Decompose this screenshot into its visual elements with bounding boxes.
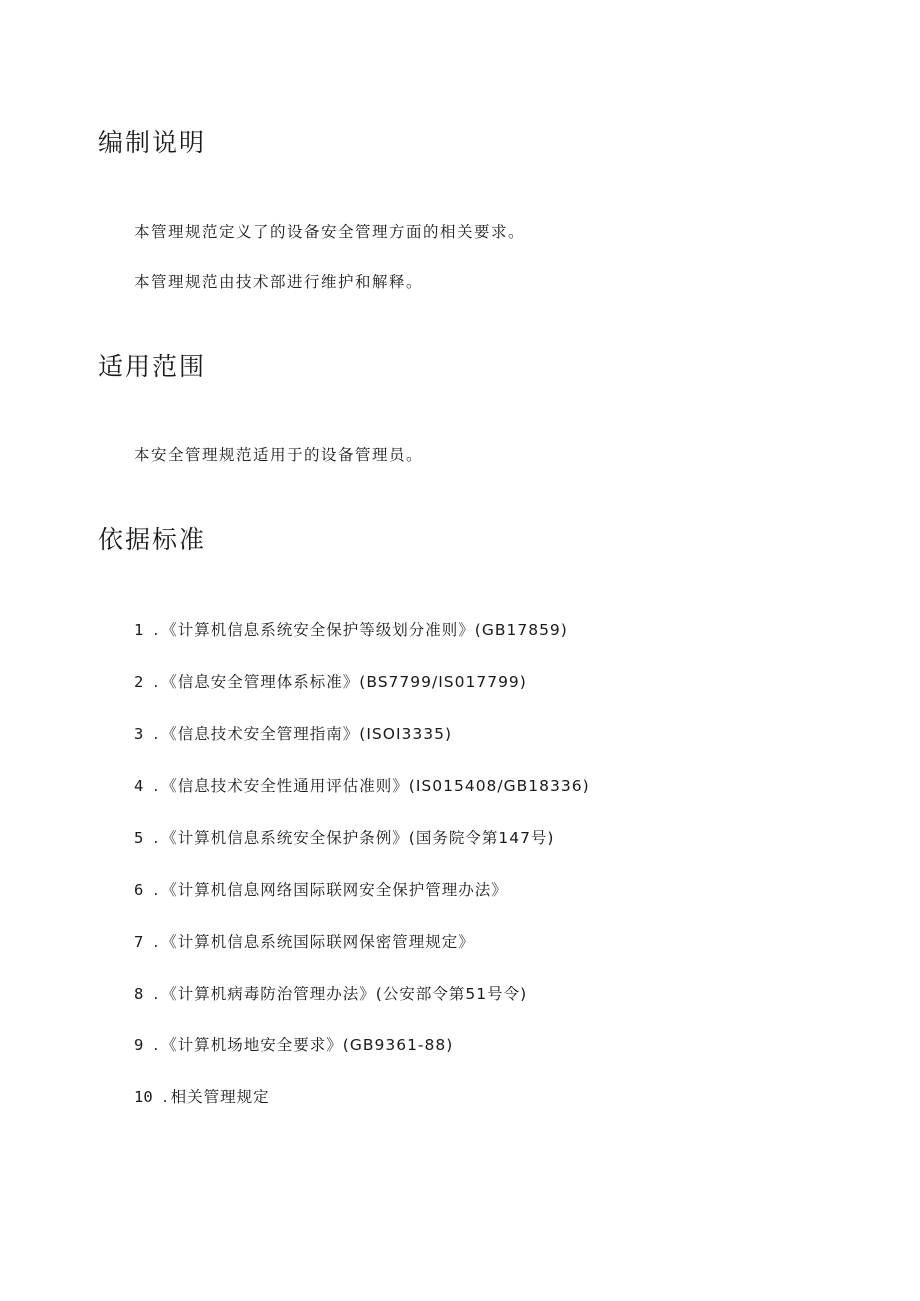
standard-title: 《计算机场地安全要求》 <box>161 1036 343 1054</box>
scope-paragraph-1: 本安全管理规范适用于的设备管理员。 <box>134 446 424 464</box>
standard-list-item <box>134 1035 453 1055</box>
standard-list-item <box>134 984 527 1004</box>
standard-title: 《计算机信息网络国际联网安全保护管理办法》 <box>161 881 508 899</box>
list-number: 8 <box>134 985 144 1003</box>
standard-list-item <box>134 828 554 848</box>
list-dot: . <box>153 829 160 847</box>
standard-title: 相关管理规定 <box>170 1088 270 1106</box>
standard-title: 《计算机信息系统安全保护等级划分准则》 <box>161 621 475 639</box>
list-dot: . <box>162 1088 169 1106</box>
list-number: 1 <box>134 621 144 639</box>
list-number: 4 <box>134 777 144 795</box>
list-dot: . <box>153 881 160 899</box>
list-dot: . <box>153 673 160 691</box>
heading-scope: 适用范围 <box>98 352 207 381</box>
list-number: 7 <box>134 933 144 951</box>
heading-basis-standards: 依据标准 <box>98 525 207 554</box>
standard-code: (GB9361-88) <box>342 1036 454 1054</box>
list-dot: . <box>153 725 160 743</box>
standard-code: (公安部令第51号令) <box>375 985 528 1003</box>
heading-compile-notes: 编制说明 <box>98 128 207 157</box>
standard-code: (GB17859) <box>474 621 568 639</box>
list-dot: . <box>153 933 160 951</box>
standard-list-item <box>134 672 527 692</box>
standard-title: 《信息技术安全管理指南》 <box>161 725 360 743</box>
list-number: 6 <box>134 881 144 899</box>
standard-title: 《信息安全管理体系标准》 <box>161 673 360 691</box>
standard-list-item <box>134 932 475 952</box>
standard-list-item <box>134 880 508 900</box>
standard-code: (IS015408/GB18336) <box>408 777 590 795</box>
list-dot: . <box>153 985 160 1003</box>
standard-list-item <box>134 620 568 640</box>
list-dot: . <box>153 777 160 795</box>
list-number: 3 <box>134 725 144 743</box>
standard-list-item <box>134 724 452 744</box>
standard-title: 《计算机信息系统国际联网保密管理规定》 <box>161 933 475 951</box>
standard-list-item <box>134 1087 270 1107</box>
list-number: 2 <box>134 673 144 691</box>
compile-paragraph-1: 本管理规范定义了的设备安全管理方面的相关要求。 <box>134 223 526 241</box>
list-dot: . <box>153 1036 160 1054</box>
standard-code: (国务院令第147号) <box>408 829 555 847</box>
standard-title: 《计算机病毒防治管理办法》 <box>161 985 376 1003</box>
list-number: 10 <box>134 1088 153 1106</box>
standard-title: 《计算机信息系统安全保护条例》 <box>161 829 409 847</box>
list-dot: . <box>153 621 160 639</box>
list-number: 9 <box>134 1036 144 1054</box>
standard-code: (BS7799/IS017799) <box>359 673 527 691</box>
standard-list-item <box>134 776 590 796</box>
standard-code: (ISOI3335) <box>359 725 453 743</box>
compile-paragraph-2: 本管理规范由技术部进行维护和解释。 <box>134 273 424 291</box>
list-number: 5 <box>134 829 144 847</box>
standard-title: 《信息技术安全性通用评估准则》 <box>161 777 409 795</box>
